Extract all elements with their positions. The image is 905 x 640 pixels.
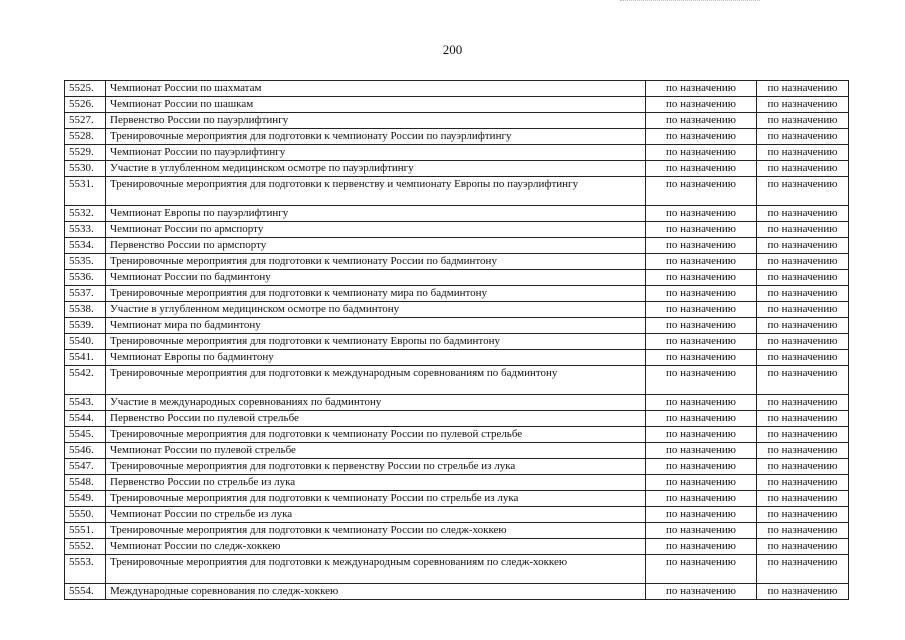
row-term: по назначению [646, 459, 757, 475]
row-number: 5531. [65, 177, 106, 206]
row-term: по назначению [646, 161, 757, 177]
table-row [65, 81, 849, 97]
row-name: Чемпионат России по бадминтону [106, 270, 646, 286]
page-number: 200 [442, 42, 463, 57]
row-number: 5541. [65, 350, 106, 366]
row-name: Участие в углубленном медицинском осмотре по пауэрлифтингу [106, 161, 646, 177]
table-row [65, 491, 849, 507]
row-term: по назначению [646, 113, 757, 129]
row-name: Чемпионат России по пауэрлифтингу [106, 145, 646, 161]
row-number: 5551. [65, 523, 106, 539]
row-deadline: по назначению [757, 113, 849, 129]
row-deadline: по назначению [757, 350, 849, 366]
row-term: по назначению [646, 222, 757, 238]
row-name: Чемпионат России по стрельбе из лука [106, 507, 646, 523]
row-deadline: по назначению [757, 286, 849, 302]
table-row [65, 270, 849, 286]
row-number: 5536. [65, 270, 106, 286]
row-deadline: по назначению [757, 206, 849, 222]
table-row [65, 254, 849, 270]
row-deadline: по назначению [757, 129, 849, 145]
row-name: Первенство России по пулевой стрельбе [106, 411, 646, 427]
row-name: Чемпионат России по пулевой стрельбе [106, 443, 646, 459]
table-body [65, 81, 849, 600]
row-name: Тренировочные мероприятия для подготовки к чемпионату России по бадминтону [106, 254, 646, 270]
row-name: Участие в международных соревнованиях по бадминтону [106, 395, 646, 411]
row-deadline: по назначению [757, 443, 849, 459]
row-number: 5547. [65, 459, 106, 475]
row-number: 5548. [65, 475, 106, 491]
row-deadline: по назначению [757, 491, 849, 507]
row-name: Тренировочные мероприятия для подготовки к чемпионату мира по бадминтону [106, 286, 646, 302]
row-name: Первенство России по стрельбе из лука [106, 475, 646, 491]
table-row [65, 507, 849, 523]
row-term: по назначению [646, 507, 757, 523]
row-term: по назначению [646, 81, 757, 97]
row-number: 5529. [65, 145, 106, 161]
row-term: по назначению [646, 129, 757, 145]
row-number: 5553. [65, 555, 106, 584]
row-term: по назначению [646, 475, 757, 491]
row-name: Тренировочные мероприятия для подготовки к чемпионату Европы по бадминтону [106, 334, 646, 350]
table-row [65, 238, 849, 254]
row-number: 5537. [65, 286, 106, 302]
row-name: Тренировочные мероприятия для подготовки к первенству и чемпионату Европы по пауэрлифтингу [106, 177, 646, 206]
row-term: по назначению [646, 539, 757, 555]
row-term: по назначению [646, 427, 757, 443]
row-term: по назначению [646, 286, 757, 302]
row-term: по назначению [646, 555, 757, 584]
row-name: Чемпионат Европы по бадминтону [106, 350, 646, 366]
row-deadline: по назначению [757, 222, 849, 238]
table-row [65, 318, 849, 334]
row-deadline: по назначению [757, 81, 849, 97]
table-row [65, 113, 849, 129]
row-deadline: по назначению [757, 584, 849, 600]
row-deadline: по назначению [757, 555, 849, 584]
scan-mark [620, 0, 760, 3]
row-name: Первенство России по армспорту [106, 238, 646, 254]
row-term: по назначению [646, 491, 757, 507]
row-number: 5526. [65, 97, 106, 113]
table-row [65, 584, 849, 600]
row-deadline: по назначению [757, 395, 849, 411]
row-number: 5532. [65, 206, 106, 222]
row-name: Чемпионат мира по бадминтону [106, 318, 646, 334]
row-name: Тренировочные мероприятия для подготовки к чемпионату России по следж-хоккею [106, 523, 646, 539]
row-name: Международные соревнования по следж-хоккею [106, 584, 646, 600]
row-number: 5550. [65, 507, 106, 523]
row-term: по назначению [646, 523, 757, 539]
row-name: Участие в углубленном медицинском осмотре по бадминтону [106, 302, 646, 318]
row-number: 5534. [65, 238, 106, 254]
row-deadline: по назначению [757, 97, 849, 113]
table-row [65, 411, 849, 427]
row-deadline: по назначению [757, 366, 849, 395]
row-deadline: по назначению [757, 254, 849, 270]
row-deadline: по назначению [757, 238, 849, 254]
table-row [65, 555, 849, 584]
row-term: по назначению [646, 318, 757, 334]
row-number: 5539. [65, 318, 106, 334]
row-number: 5527. [65, 113, 106, 129]
row-number: 5540. [65, 334, 106, 350]
row-deadline: по назначению [757, 145, 849, 161]
table-row [65, 145, 849, 161]
row-deadline: по назначению [757, 302, 849, 318]
row-term: по назначению [646, 411, 757, 427]
row-term: по назначению [646, 238, 757, 254]
row-number: 5538. [65, 302, 106, 318]
row-term: по назначению [646, 350, 757, 366]
table-row [65, 427, 849, 443]
row-deadline: по назначению [757, 334, 849, 350]
row-name: Тренировочные мероприятия для подготовки к чемпионату России по пауэрлифтингу [106, 129, 646, 145]
row-term: по назначению [646, 270, 757, 286]
row-deadline: по назначению [757, 177, 849, 206]
row-number: 5528. [65, 129, 106, 145]
row-deadline: по назначению [757, 539, 849, 555]
table-row [65, 523, 849, 539]
row-deadline: по назначению [757, 318, 849, 334]
row-number: 5533. [65, 222, 106, 238]
row-name: Первенство России по пауэрлифтингу [106, 113, 646, 129]
row-number: 5544. [65, 411, 106, 427]
row-number: 5545. [65, 427, 106, 443]
row-name: Чемпионат России по шашкам [106, 97, 646, 113]
row-name: Тренировочные мероприятия для подготовки к первенству России по стрельбе из лука [106, 459, 646, 475]
row-term: по назначению [646, 145, 757, 161]
table-row [65, 395, 849, 411]
row-number: 5546. [65, 443, 106, 459]
row-deadline: по назначению [757, 427, 849, 443]
table-row [65, 97, 849, 113]
table-row [65, 177, 849, 206]
row-deadline: по назначению [757, 507, 849, 523]
row-deadline: по назначению [757, 161, 849, 177]
row-name: Чемпионат России по шахматам [106, 81, 646, 97]
row-term: по назначению [646, 366, 757, 395]
row-deadline: по назначению [757, 523, 849, 539]
table-row [65, 302, 849, 318]
table-row [65, 443, 849, 459]
row-name: Тренировочные мероприятия для подготовки к международным соревнованиям по бадминтону [106, 366, 646, 395]
row-term: по назначению [646, 302, 757, 318]
row-number: 5535. [65, 254, 106, 270]
row-number: 5552. [65, 539, 106, 555]
events-table [64, 80, 849, 600]
row-term: по назначению [646, 584, 757, 600]
table-row [65, 129, 849, 145]
row-term: по назначению [646, 395, 757, 411]
table-row [65, 475, 849, 491]
row-name: Тренировочные мероприятия для подготовки к чемпионату России по пулевой стрельбе [106, 427, 646, 443]
table-row [65, 222, 849, 238]
row-number: 5525. [65, 81, 106, 97]
row-number: 5549. [65, 491, 106, 507]
row-name: Чемпионат Европы по пауэрлифтингу [106, 206, 646, 222]
row-name: Тренировочные мероприятия для подготовки к чемпионату России по стрельбе из лука [106, 491, 646, 507]
table-row [65, 539, 849, 555]
row-term: по назначению [646, 334, 757, 350]
table-row [65, 334, 849, 350]
row-number: 5542. [65, 366, 106, 395]
table-row [65, 161, 849, 177]
table-row [65, 366, 849, 395]
row-term: по назначению [646, 97, 757, 113]
table-row [65, 286, 849, 302]
row-number: 5543. [65, 395, 106, 411]
row-name: Чемпионат России по следж-хоккею [106, 539, 646, 555]
row-deadline: по назначению [757, 270, 849, 286]
row-deadline: по назначению [757, 411, 849, 427]
table-row [65, 459, 849, 475]
row-term: по назначению [646, 443, 757, 459]
row-term: по назначению [646, 177, 757, 206]
row-deadline: по назначению [757, 475, 849, 491]
table-row [65, 206, 849, 222]
row-term: по назначению [646, 206, 757, 222]
row-number: 5530. [65, 161, 106, 177]
row-name: Тренировочные мероприятия для подготовки к международным соревнованиям по следж-хоккею [106, 555, 646, 584]
row-deadline: по назначению [757, 459, 849, 475]
row-number: 5554. [65, 584, 106, 600]
table-row [65, 350, 849, 366]
row-term: по назначению [646, 254, 757, 270]
row-name: Чемпионат России по армспорту [106, 222, 646, 238]
